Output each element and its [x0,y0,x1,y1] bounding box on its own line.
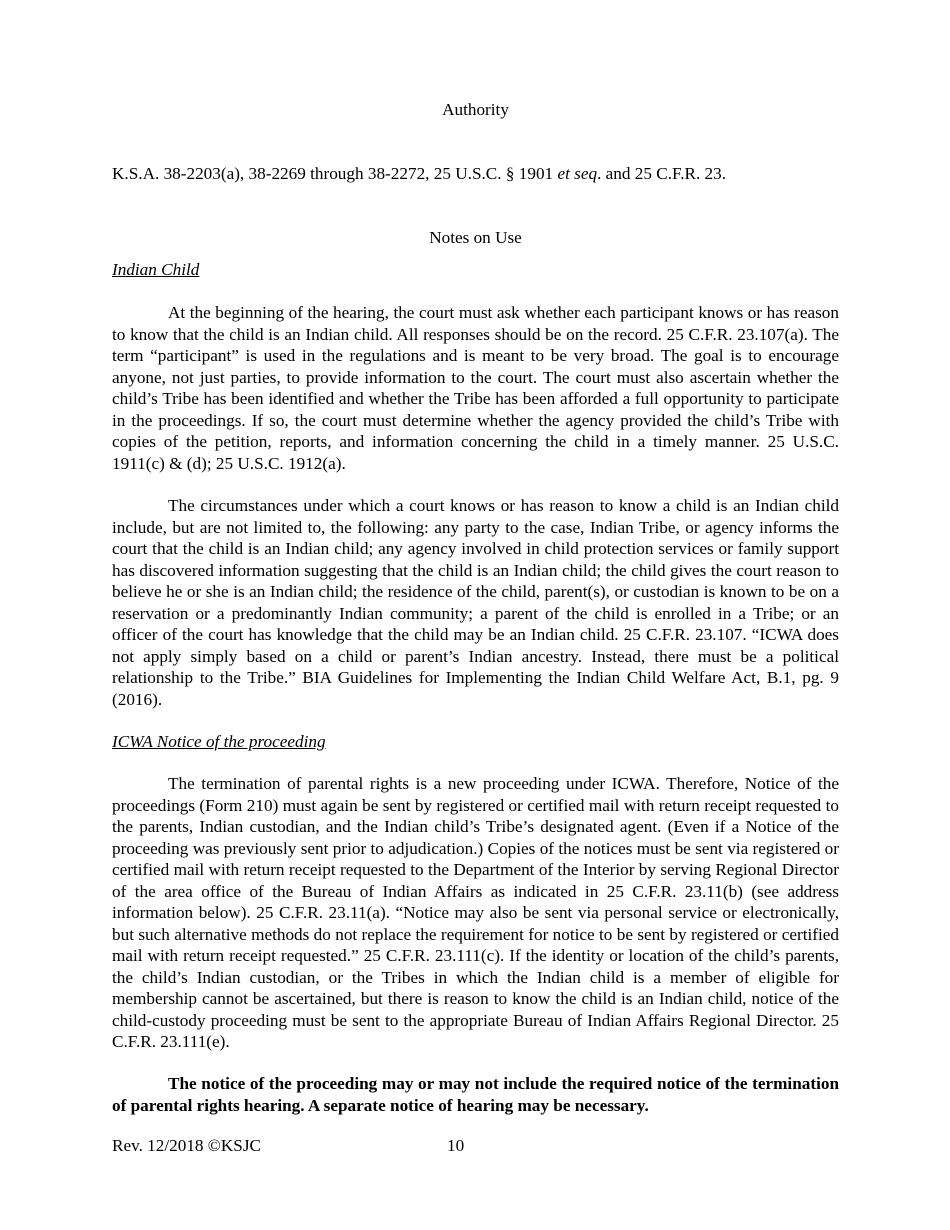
indian-child-subheading: Indian Child [112,260,200,279]
footer-revision: Rev. 12/2018 ©KSJC [112,1136,261,1155]
citation-text-before: K.S.A. 38-2203(a), 38-2269 through 38-2272, 25 U.S.C. § 1901 [112,164,558,183]
citation-text-after: . and 25 C.F.R. 23. [597,164,727,183]
footer-page-number: 10 [447,1136,465,1155]
indian-child-paragraph-1: At the beginning of the hearing, the court must ask whether each participant knows or has reason to know that the child is an Indian child. All responses should be on the record. 25 C.F.R. 23.107(a). The term “participant” is used in the regulations and is meant to be very broad. The goal is to encourage anyone, not just parties, to provide information to the court. The court must also ascertain whether the child’s Tribe has been identified and whether the Tribe has been afforded a full opportunity to participate in the proceedings. If so, the court must determine whether the agency provided the child’s Tribe with copies of the petition, reports, and information concerning the child in a timely manner. 25 U.S.C. 1911(c) & (d); 25 U.S.C. 1912(a). [112,303,839,473]
citation-text-italic: et seq [557,164,598,183]
icwa-bold-note: The notice of the proceeding may or may not include the required notice of the termination of parental rights hearing. A separate notice of hearing may be necessary. [112,1074,839,1115]
indian-child-paragraph-2: The circumstances under which a court knows or has reason to know a child is an Indian child include, but are not limited to, the following: any party to the case, Indian Tribe, or agency informs the court that the child is an Indian child; any agency involved in child protection services or family support has discovered information suggesting that the child is an Indian child; the child gives the court reason to believe he or she is an Indian child; the residence of the child, parent(s), or custodian is known to be on a reservation or a predominantly Indian community; a parent of the child is enrolled in a Tribe; or an officer of the court has knowledge that the child may be an Indian child. 25 C.F.R. 23.107. “ICWA does not apply simply based on a child or parent’s Indian ancestry. Instead, there must be a political relationship to the Tribe.” BIA Guidelines for Implementing the Indian Child Welfare Act, B.1, pg. 9 (2016). [112,496,839,709]
icwa-notice-subheading: ICWA Notice of the proceeding [112,732,326,751]
authority-heading: Authority [442,100,509,119]
authority-citation [112,163,839,185]
icwa-notice-paragraph: The termination of parental rights is a new proceeding under ICWA. Therefore, Notice of the proceedings (Form 210) must again be sent by registered or certified mail with return receipt requested to the parents, Indian custodian, and the Indian child’s Tribe’s designated agent. (Even if a Notice of the proceeding was previously sent prior to adjudication.) Copies of the notices must be sent via registered or certified mail with return receipt requested to the Department of the Interior by serving Regional Director of the area office of the Bureau of Indian Affairs as indicated in 25 C.F.R. 23.11(b) (see address information below). 25 C.F.R. 23.11(a). “Notice may also be sent via personal service or electronically, but such alternative methods do not replace the requirement for notice to be sent by registered or certified mail with return receipt requested.” 25 C.F.R. 23.111(c). If the identity or location of the child’s parents, the child’s Indian custodian, or the Tribes in which the Indian child is a member of eligible for membership cannot be ascertained, but there is reason to know the child is an Indian child, notice of the child-custody proceeding must be sent to the appropriate Bureau of Indian Affairs Regional Director. 25 C.F.R. 23.111(e). [112,774,839,1051]
notes-on-use-heading: Notes on Use [429,228,522,247]
